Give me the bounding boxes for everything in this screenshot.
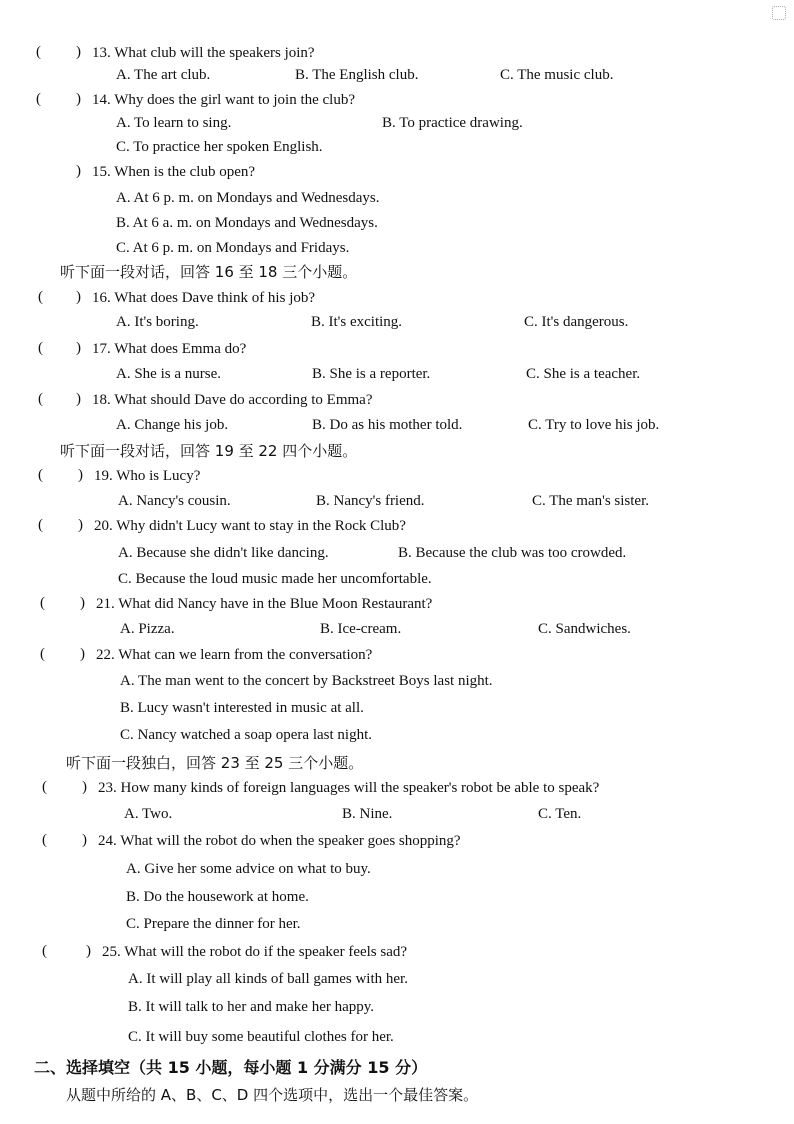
- section-title: 二、选择填空（共 15 小题，每小题 1 分满分 15 分）: [34, 1058, 428, 1077]
- answer-blank-close: ): [78, 517, 83, 533]
- answer-option[interactable]: A. It will play all kinds of ball games with her.: [128, 971, 408, 987]
- answer-blank[interactable]: (: [38, 467, 43, 483]
- answer-option[interactable]: B. Nancy's friend.: [316, 493, 425, 509]
- answer-blank-close: ): [80, 595, 85, 611]
- answer-blank-close: ): [82, 779, 87, 795]
- answer-blank[interactable]: (: [36, 91, 41, 107]
- answer-option[interactable]: A. Nancy's cousin.: [118, 493, 231, 509]
- answer-blank[interactable]: (: [40, 646, 45, 662]
- question-stem: 24. What will the robot do when the speaker goes shopping?: [98, 833, 461, 849]
- section-instruction: 从题中所给的 A、B、C、D 四个选项中，选出一个最佳答案。: [66, 1086, 479, 1104]
- answer-option[interactable]: A. Two.: [124, 806, 173, 822]
- answer-option[interactable]: A. The art club.: [116, 67, 211, 83]
- answer-blank[interactable]: (: [38, 340, 43, 356]
- answer-blank[interactable]: (: [42, 943, 47, 959]
- question-stem: 21. What did Nancy have in the Blue Moon Restaurant?: [96, 596, 433, 612]
- answer-blank-close: ): [76, 391, 81, 407]
- answer-option[interactable]: A. Give her some advice on what to buy.: [126, 861, 371, 877]
- question-stem: 22. What can we learn from the conversation?: [96, 647, 373, 663]
- question-stem: 15. When is the club open?: [92, 164, 256, 180]
- answer-blank-close: ): [82, 832, 87, 848]
- answer-option[interactable]: B. At 6 a. m. on Mondays and Wednesdays.: [116, 215, 378, 231]
- question-stem: 18. What should Dave do according to Emma?: [92, 392, 373, 408]
- answer-option[interactable]: C. It will buy some beautiful clothes for her.: [128, 1029, 394, 1045]
- question-stem: 17. What does Emma do?: [92, 341, 247, 357]
- answer-blank-close: ): [80, 646, 85, 662]
- answer-blank[interactable]: (: [40, 595, 45, 611]
- answer-blank[interactable]: (: [42, 832, 47, 848]
- answer-blank[interactable]: (: [38, 517, 43, 533]
- answer-option[interactable]: A. It's boring.: [116, 314, 199, 330]
- answer-option[interactable]: A. To learn to sing.: [116, 115, 232, 131]
- answer-option[interactable]: A. Change his job.: [116, 417, 229, 433]
- answer-blank-close: ): [76, 44, 81, 60]
- answer-option[interactable]: A. Pizza.: [120, 621, 175, 637]
- answer-option[interactable]: C. The man's sister.: [532, 493, 650, 509]
- answer-option[interactable]: C. Because the loud music made her uncomfortable.: [118, 571, 432, 587]
- answer-option[interactable]: B. She is a reporter.: [312, 366, 431, 382]
- answer-option[interactable]: C. It's dangerous.: [524, 314, 629, 330]
- question-stem: 16. What does Dave think of his job?: [92, 290, 316, 306]
- listening-instruction-16-18: 听下面一段对话，回答 16 至 18 三个小题。: [60, 263, 358, 281]
- question-stem: 23. How many kinds of foreign languages will the speaker's robot be able to speak?: [98, 780, 600, 796]
- question-stem: 19. Who is Lucy?: [94, 468, 201, 484]
- question-stem: 25. What will the robot do if the speaker feels sad?: [102, 944, 408, 960]
- answer-blank[interactable]: (: [36, 44, 41, 60]
- answer-blank[interactable]: (: [42, 779, 47, 795]
- answer-option[interactable]: B. It's exciting.: [311, 314, 403, 330]
- answer-option[interactable]: B. Because the club was too crowded.: [398, 545, 627, 561]
- answer-blank[interactable]: (: [38, 391, 43, 407]
- question-stem: 14. Why does the girl want to join the club?: [92, 92, 356, 108]
- answer-option[interactable]: C. Nancy watched a soap opera last night.: [120, 727, 373, 743]
- answer-option[interactable]: C. To practice her spoken English.: [116, 139, 323, 155]
- answer-option[interactable]: B. Do the housework at home.: [126, 889, 309, 905]
- answer-option[interactable]: B. Lucy wasn't interested in music at all.: [120, 700, 364, 716]
- answer-option[interactable]: B. It will talk to her and make her happy.: [128, 999, 375, 1015]
- answer-option[interactable]: A. Because she didn't like dancing.: [118, 545, 329, 561]
- answer-blank-close: ): [76, 91, 81, 107]
- answer-option[interactable]: C. Ten.: [538, 806, 582, 822]
- answer-blank-close: ): [86, 943, 91, 959]
- answer-option[interactable]: B. Nine.: [342, 806, 393, 822]
- answer-option[interactable]: A. The man went to the concert by Backstreet Boys last night.: [120, 673, 493, 689]
- answer-blank-close: ): [76, 163, 81, 179]
- answer-option[interactable]: C. Try to love his job.: [528, 417, 660, 433]
- listening-instruction-19-22: 听下面一段对话，回答 19 至 22 四个小题。: [60, 442, 358, 460]
- answer-option[interactable]: C. At 6 p. m. on Mondays and Fridays.: [116, 240, 350, 256]
- answer-option[interactable]: C. She is a teacher.: [526, 366, 641, 382]
- answer-option[interactable]: A. At 6 p. m. on Mondays and Wednesdays.: [116, 190, 380, 206]
- answer-blank-close: ): [76, 340, 81, 356]
- corner-mark-icon: [772, 6, 786, 20]
- answer-option[interactable]: B. The English club.: [295, 67, 419, 83]
- answer-option[interactable]: A. She is a nurse.: [116, 366, 221, 382]
- question-stem: 20. Why didn't Lucy want to stay in the Rock Club?: [94, 518, 406, 534]
- question-stem: 13. What club will the speakers join?: [92, 45, 315, 61]
- answer-blank-close: ): [76, 289, 81, 305]
- answer-option[interactable]: C. Sandwiches.: [538, 621, 631, 637]
- answer-blank-close: ): [78, 467, 83, 483]
- answer-option[interactable]: C. The music club.: [500, 67, 614, 83]
- answer-blank[interactable]: (: [38, 289, 43, 305]
- listening-instruction-23-25: 听下面一段独白，回答 23 至 25 三个小题。: [66, 754, 364, 772]
- answer-option[interactable]: B. To practice drawing.: [382, 115, 523, 131]
- answer-option[interactable]: B. Do as his mother told.: [312, 417, 463, 433]
- answer-option[interactable]: B. Ice-cream.: [320, 621, 402, 637]
- answer-option[interactable]: C. Prepare the dinner for her.: [126, 916, 301, 932]
